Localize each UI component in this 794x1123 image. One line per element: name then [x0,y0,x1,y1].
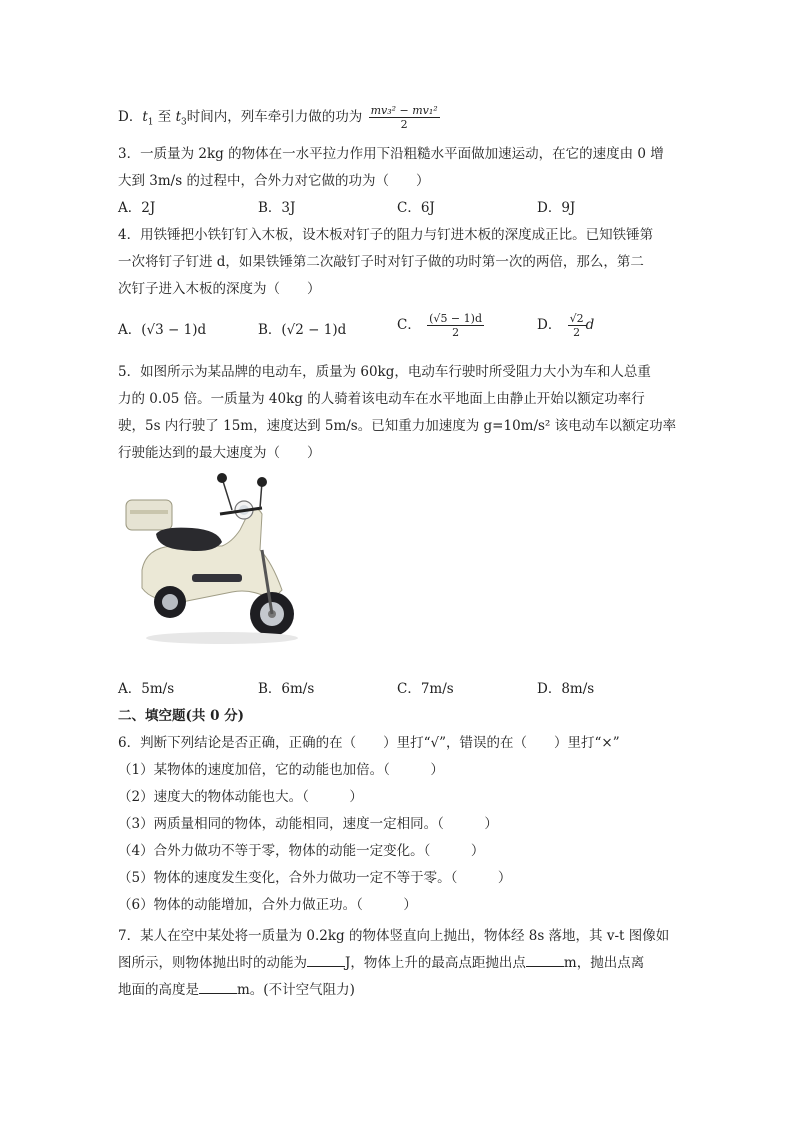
q3-option-a: A．2J [118,200,156,216]
q6-item-1: （1）某物体的速度加倍，它的动能也加倍。（ ） [118,762,444,778]
q5-line1: 5．如图所示为某品牌的电动车，质量为 60kg，电动车行驶时所受阻力大小为车和人总重 [118,364,651,380]
q2-fraction [369,104,440,131]
q2-option-d-text: 时间内，列车牵引力做的功为 [186,109,363,125]
q6-item-5: （5）物体的速度发生变化，合外力做功一定不等于零。（ ） [118,870,512,886]
q7-line2-part-c: m，抛出点离 [563,955,645,971]
q6-item-4: （4）合外力做功不等于零，物体的动能一定变化。（ ） [118,843,485,859]
q7-line1: 7．某人在空中某处将一质量为 0.2kg 的物体竖直向上抛出，物体经 8s 落地，其 v-t 图像如 [118,928,670,944]
q7-line2-part-b: J，物体上升的最高点距抛出点 [345,955,526,971]
q6-item-3: （3）两质量相同的物体，动能相同，速度一定相同。（ ） [118,816,498,832]
q6-item-2: （2）速度大的物体动能也大。（ ） [118,789,363,805]
q2-fraction-den: 2 [400,118,408,131]
section-heading: 二、填空题(共 0 分) [118,708,245,724]
q4-option-d-num: √2 [569,312,584,325]
q4-option-d-tail: d [585,317,595,333]
q7-blank-3[interactable] [199,981,237,994]
q7-line3-part-b: m。(不计空气阻力) [237,982,355,998]
q3-line2: 大到 3m/s 的过程中，合外力对它做的功为（ ） [118,173,430,189]
q7-blank-1[interactable] [307,954,345,967]
q3-option-b: B．3J [258,200,296,216]
q2-t3-sub: 3 [181,117,187,128]
q4-option-c-num: (√5 − 1)d [429,312,482,325]
q4-line3: 次钉子进入木板的深度为（ ） [118,281,321,297]
electric-scooter-image [122,470,302,650]
q4-option-a: A．(√3 − 1)d [118,322,207,338]
q4-line1: 4．用铁锤把小铁钉钉入木板，设木板对钉子的阻力与钉进木板的深度成正比。已知铁锤第 [118,227,654,243]
q7-line2 [118,953,644,973]
q7-line3-part-a: 地面的高度是 [118,982,199,998]
q2-option-d [118,104,440,133]
q5-line4: 行驶能达到的最大速度为（ ） [118,445,321,461]
q2-option-d-label: D． [118,109,143,125]
q2-t1-sub: 1 [147,117,154,128]
q2-t3: t [175,109,182,125]
q4-option-d-den: 2 [573,326,581,339]
q7-line3 [118,980,355,1000]
q4-option-d-label: D． [537,317,562,333]
q5-option-a: A．5m/s [118,681,175,697]
q4-option-c-fraction [427,312,484,339]
q2-mid: 至 [157,109,176,125]
q4-option-c-den: 2 [452,326,460,339]
q4-option-d [537,312,594,339]
q4-option-d-fraction [568,312,586,339]
q3-option-c: C．6J [397,200,435,216]
q6-item-6: （6）物体的动能增加，合外力做正功。（ ） [118,897,417,913]
q5-option-d: D．8m/s [537,681,595,697]
q3-line1: 3．一质量为 2kg 的物体在一水平拉力作用下沿粗糙水平面做加速运动，在它的速度由 0 增 [118,146,664,162]
q2-fraction-num: mv₃² − mv₁² [370,104,438,117]
q2-t1: t [142,109,148,125]
q7-line2-part-a: 图所示，则物体抛出时的动能为 [118,955,307,971]
q5-option-b: B．6m/s [258,681,315,697]
q4-option-c [397,312,484,339]
q4-option-c-label: C． [397,317,421,333]
q6-stem: 6．判断下列结论是否正确，正确的在（ ）里打“√”，错误的在（ ）里打“×” [118,735,620,751]
q5-line2: 力的 0.05 倍。一质量为 40kg 的人骑着该电动车在水平地面上由静止开始以额定功率行 [118,391,645,407]
q7-blank-2[interactable] [526,954,564,967]
q4-line2: 一次将钉子钉进 d，如果铁锤第二次敲钉子时对钉子做的功时第一次的两倍，那么，第二 [118,254,644,270]
q5-option-c: C．7m/s [397,681,454,697]
q3-option-d: D．9J [537,200,576,216]
q4-option-b: B．(√2 − 1)d [258,322,347,338]
q5-line3: 驶，5s 内行驶了 15m，速度达到 5m/s。已知重力加速度为 g=10m/s² 该电动车以额定功率 [118,418,677,434]
